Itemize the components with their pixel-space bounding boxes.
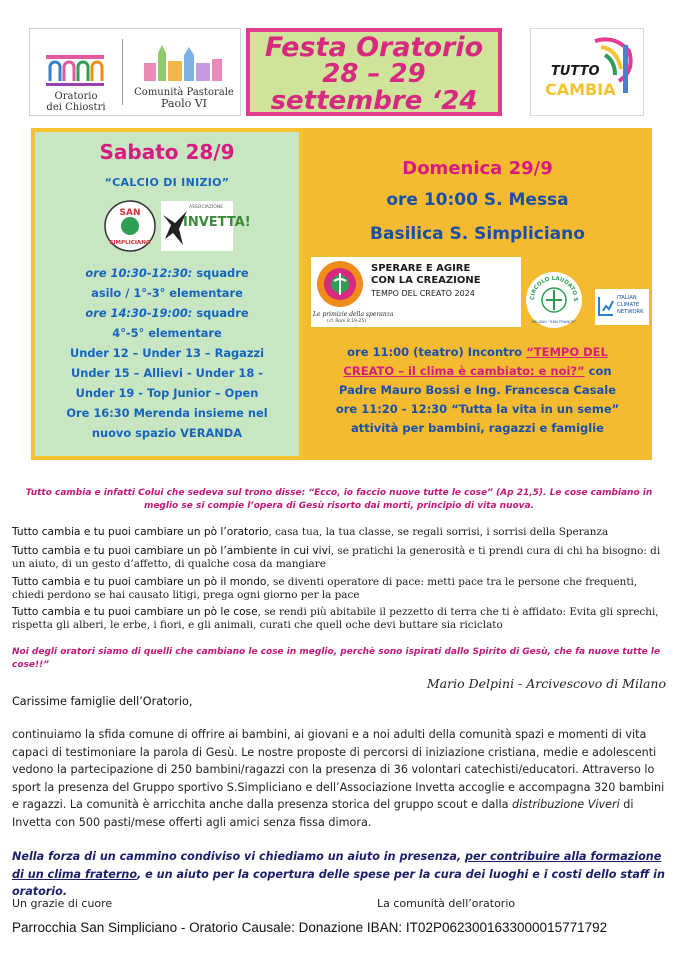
saturday-time-2: ore 14:30-19:00: <box>85 306 193 320</box>
event-title-box <box>246 28 502 116</box>
svg-text:CAMBIA: CAMBIA <box>545 80 616 99</box>
svg-text:TUTTO: TUTTO <box>551 64 600 79</box>
laudato-si-logo-icon <box>525 271 583 329</box>
community-sign: La comunità dell’oratorio <box>377 897 516 910</box>
tempo-creato-logo: SPERARE E AGIRE CON LA CREAZIONE TEMPO DEL CREATO 2024 Le primizie della speranza (cf. Rom 8,19-25) <box>311 257 521 327</box>
oratorio-logos <box>29 28 241 116</box>
sunday-talk-title: “TEMPO DEL <box>526 345 608 359</box>
saturday-line-7: Under 19 - Top Junior – Open <box>75 386 259 400</box>
svg-text:MILANO "SAN FRANCE": MILANO "SAN FRANCE" <box>531 319 577 324</box>
saturday-line-4: 4°-5° elementare <box>112 326 222 340</box>
letter-greeting: Carissime famiglie dell’Oratorio, <box>12 695 193 708</box>
saturday-panel: Sabato 28/9 “CALCIO DI INIZIO” SAN SIMPLICIANO ASSOCIAZIONE INVETTA! ore 10:30-12:30: squadre asilo / 1°-3° elementare ore 14:30-19:00: squadre 4°-5° elementare Under 12 – Under 13 – Ragazzi Under 15 – Allievi - Under 18 - Under 19 - Top Junior – Open Ore 16:30 Merenda insieme nel nuovo spazio VERANDA <box>31 128 303 460</box>
saturday-time-1: ore 10:30-12:30: <box>85 266 193 280</box>
arches-icon <box>44 51 106 91</box>
sunday-talk-time: ore 11:00 (teatro) Incontro <box>347 345 527 359</box>
sunday-place: Basilica S. Simpliciano <box>370 224 585 244</box>
sunday-logos <box>303 257 652 337</box>
sunday-activity-title: “Tutta la vita in un seme” <box>451 402 620 416</box>
sunday-talk-subtitle: CREATO – il clima è cambiato: e noi?” <box>343 364 585 378</box>
sunday-activity-time: ore 11:20 - 12:30 <box>335 402 452 416</box>
paragraph-mondo: Tutto cambia e tu puoi cambiare un pò il mondo, se diventi operatore di pace: metti pace tra le persone che frequenti, chiedi perdono se hai causato litigi, prega ogni giorno per la pace <box>12 576 638 601</box>
bible-quote: Tutto cambia e infatti Colui che sedeva sul trono disse: “Ecco, io faccio nuove tutte le cose” (Ap 21,5). Le cose cambiano in meglio se si compie l’opera di Gesù risorto dai morti, principio di vita nuova. <box>25 488 653 511</box>
event-month: settembre ‘24 <box>270 86 478 116</box>
saturday-line-2: asilo / 1°-3° elementare <box>91 286 243 300</box>
logo2-name: Comunità Pastorale Paolo VI <box>134 87 234 110</box>
tutto-cambia-icon <box>535 33 639 111</box>
italian-climate-network-logo: ITALIAN CLIMATE NETWORK <box>595 289 649 325</box>
event-dates: 28 – 29 <box>322 59 426 89</box>
logo1-name: Oratorio dei Chiostri <box>46 91 106 113</box>
sunday-panel: Domenica 29/9 ore 10:00 S. Messa Basilica S. Simpliciano SPERARE E AGIRE CON LA CREAZIONE TEMPO DEL CREATO 2024 Le primizie della speranza (cf. Rom 8,19-25) CIRCOLO LAUDATO S MILANO "SAN FRANCE" ITALIAN CLIMATE NETWORK ore 11:00 (teatro) Incontro “TEMPO DEL CREATO – il clima è cambiato: e noi?” con Padre Mauro Bossi e Ing. Francesca Casale ore 11:20 - 12:30 “Tutta la vita in un seme” attività per bambini, ragazzi e famiglie <box>303 128 652 460</box>
climate-icon <box>597 295 615 317</box>
sunday-activity-target: attività per bambini, ragazzi e famiglie <box>351 421 604 435</box>
paragraph-oratorio: Tutto cambia e tu puoi cambiare un pò l’oratorio, casa tua, la tua classe, se regali sorrisi, i sorrisi della Speranza <box>12 526 609 538</box>
letter-body: continuiamo la sfida comune di offrire ai bambini, ai giovani e a noi adulti della comunità spazi e momenti di vita capaci di testimoniare la parola di Gesù. Le nostre proposte di percorsi di iniziazione cristiana, medie e adolescenti vedono la partecipazione di 250 bambini/ragazzi con la presenza di 36 volontari catechisti/educatori. Attraverso lo sport la presenza del Gruppo sportivo S.Simpliciano e dell’Associazione Invetta accoglie e accompagna 320 bambini e ragazzi. La comunità è arricchita anche dalla presenza storica del gruppo scout e dalla distribuzione Viveri di Invetta con 500 pasti/mese offerti agli amici senza fissa dimora. <box>12 728 665 829</box>
svg-text:SAN: SAN <box>119 208 141 218</box>
church-skyline-icon <box>140 43 226 83</box>
svg-text:CIRCOLO LAUDATO SI': CIRCOLO LAUDATO S <box>529 275 579 302</box>
oratori-statement: Noi degli oratori siamo di quelli che cambiano le cose in meglio, perchè sono ispirati dallo Spirito di Gesù, che fa nuove tutte le cose!!” <box>12 647 661 670</box>
saturday-line-9: nuovo spazio VERANDA <box>91 426 243 440</box>
event-title: Festa Oratorio <box>264 32 484 63</box>
thanks-text: Un grazie di cuore <box>12 897 113 910</box>
san-simpliciano-logo-icon <box>103 199 157 253</box>
paragraph-cose: Tutto cambia e tu puoi cambiare un pò le cose, se rendi più abitabile il pezzetto di terra che ti è affidato: Evita gli sprechi, rispetta gli alberi, le erbe, i fiori, e gli animali, curati che quell oche devi buttare sia riciclato <box>12 606 659 631</box>
paragraph-ambiente: Tutto cambia e tu puoi cambiare un pò l’ambiente in cui vivi, se pratichi la generosità e ti prendi cura di chi ha bisogno: di un aiuto, di un gesto d’affetto, di qualche cosa da mangiare <box>12 545 661 570</box>
sunday-speakers: Padre Mauro Bossi e Ing. Francesca Casale <box>338 383 617 397</box>
saturday-line-6: Under 15 – Allievi - Under 18 - <box>71 366 263 380</box>
saturday-line-8: Ore 16:30 Merenda insieme nel <box>66 406 268 420</box>
creation-sun-icon <box>315 259 365 309</box>
signature: Mario Delpini - Arcivescovo di Milano <box>426 676 666 691</box>
donation-appeal: Nella forza di un cammino condiviso vi chiediamo un aiuto in presenza, per contribuire alla formazione di un clima fraterno, e un aiuto per la copertura delle spese per la cura dei luoghi e i costi dello staff in oratorio. <box>12 850 665 899</box>
saturday-title: Sabato 28/9 <box>99 140 235 164</box>
logo-divider <box>122 39 123 105</box>
invetta-logo: ASSOCIAZIONE INVETTA! <box>161 201 233 251</box>
sunday-title: Domenica 29/9 <box>402 158 553 179</box>
iban-line: Parrocchia San Simpliciano - Oratorio Causale: Donazione IBAN: IT02P0623001633000015771792 <box>12 920 608 935</box>
saturday-logos <box>35 195 299 257</box>
sunday-mass: ore 10:00 S. Messa <box>386 190 569 210</box>
saturday-line-5: Under 12 – Under 13 – Ragazzi <box>69 346 265 360</box>
tutto-cambia-logo <box>530 28 644 116</box>
saturday-subtitle: “CALCIO DI INIZIO” <box>104 176 230 189</box>
svg-text:SIMPLICIANO: SIMPLICIANO <box>109 240 151 246</box>
